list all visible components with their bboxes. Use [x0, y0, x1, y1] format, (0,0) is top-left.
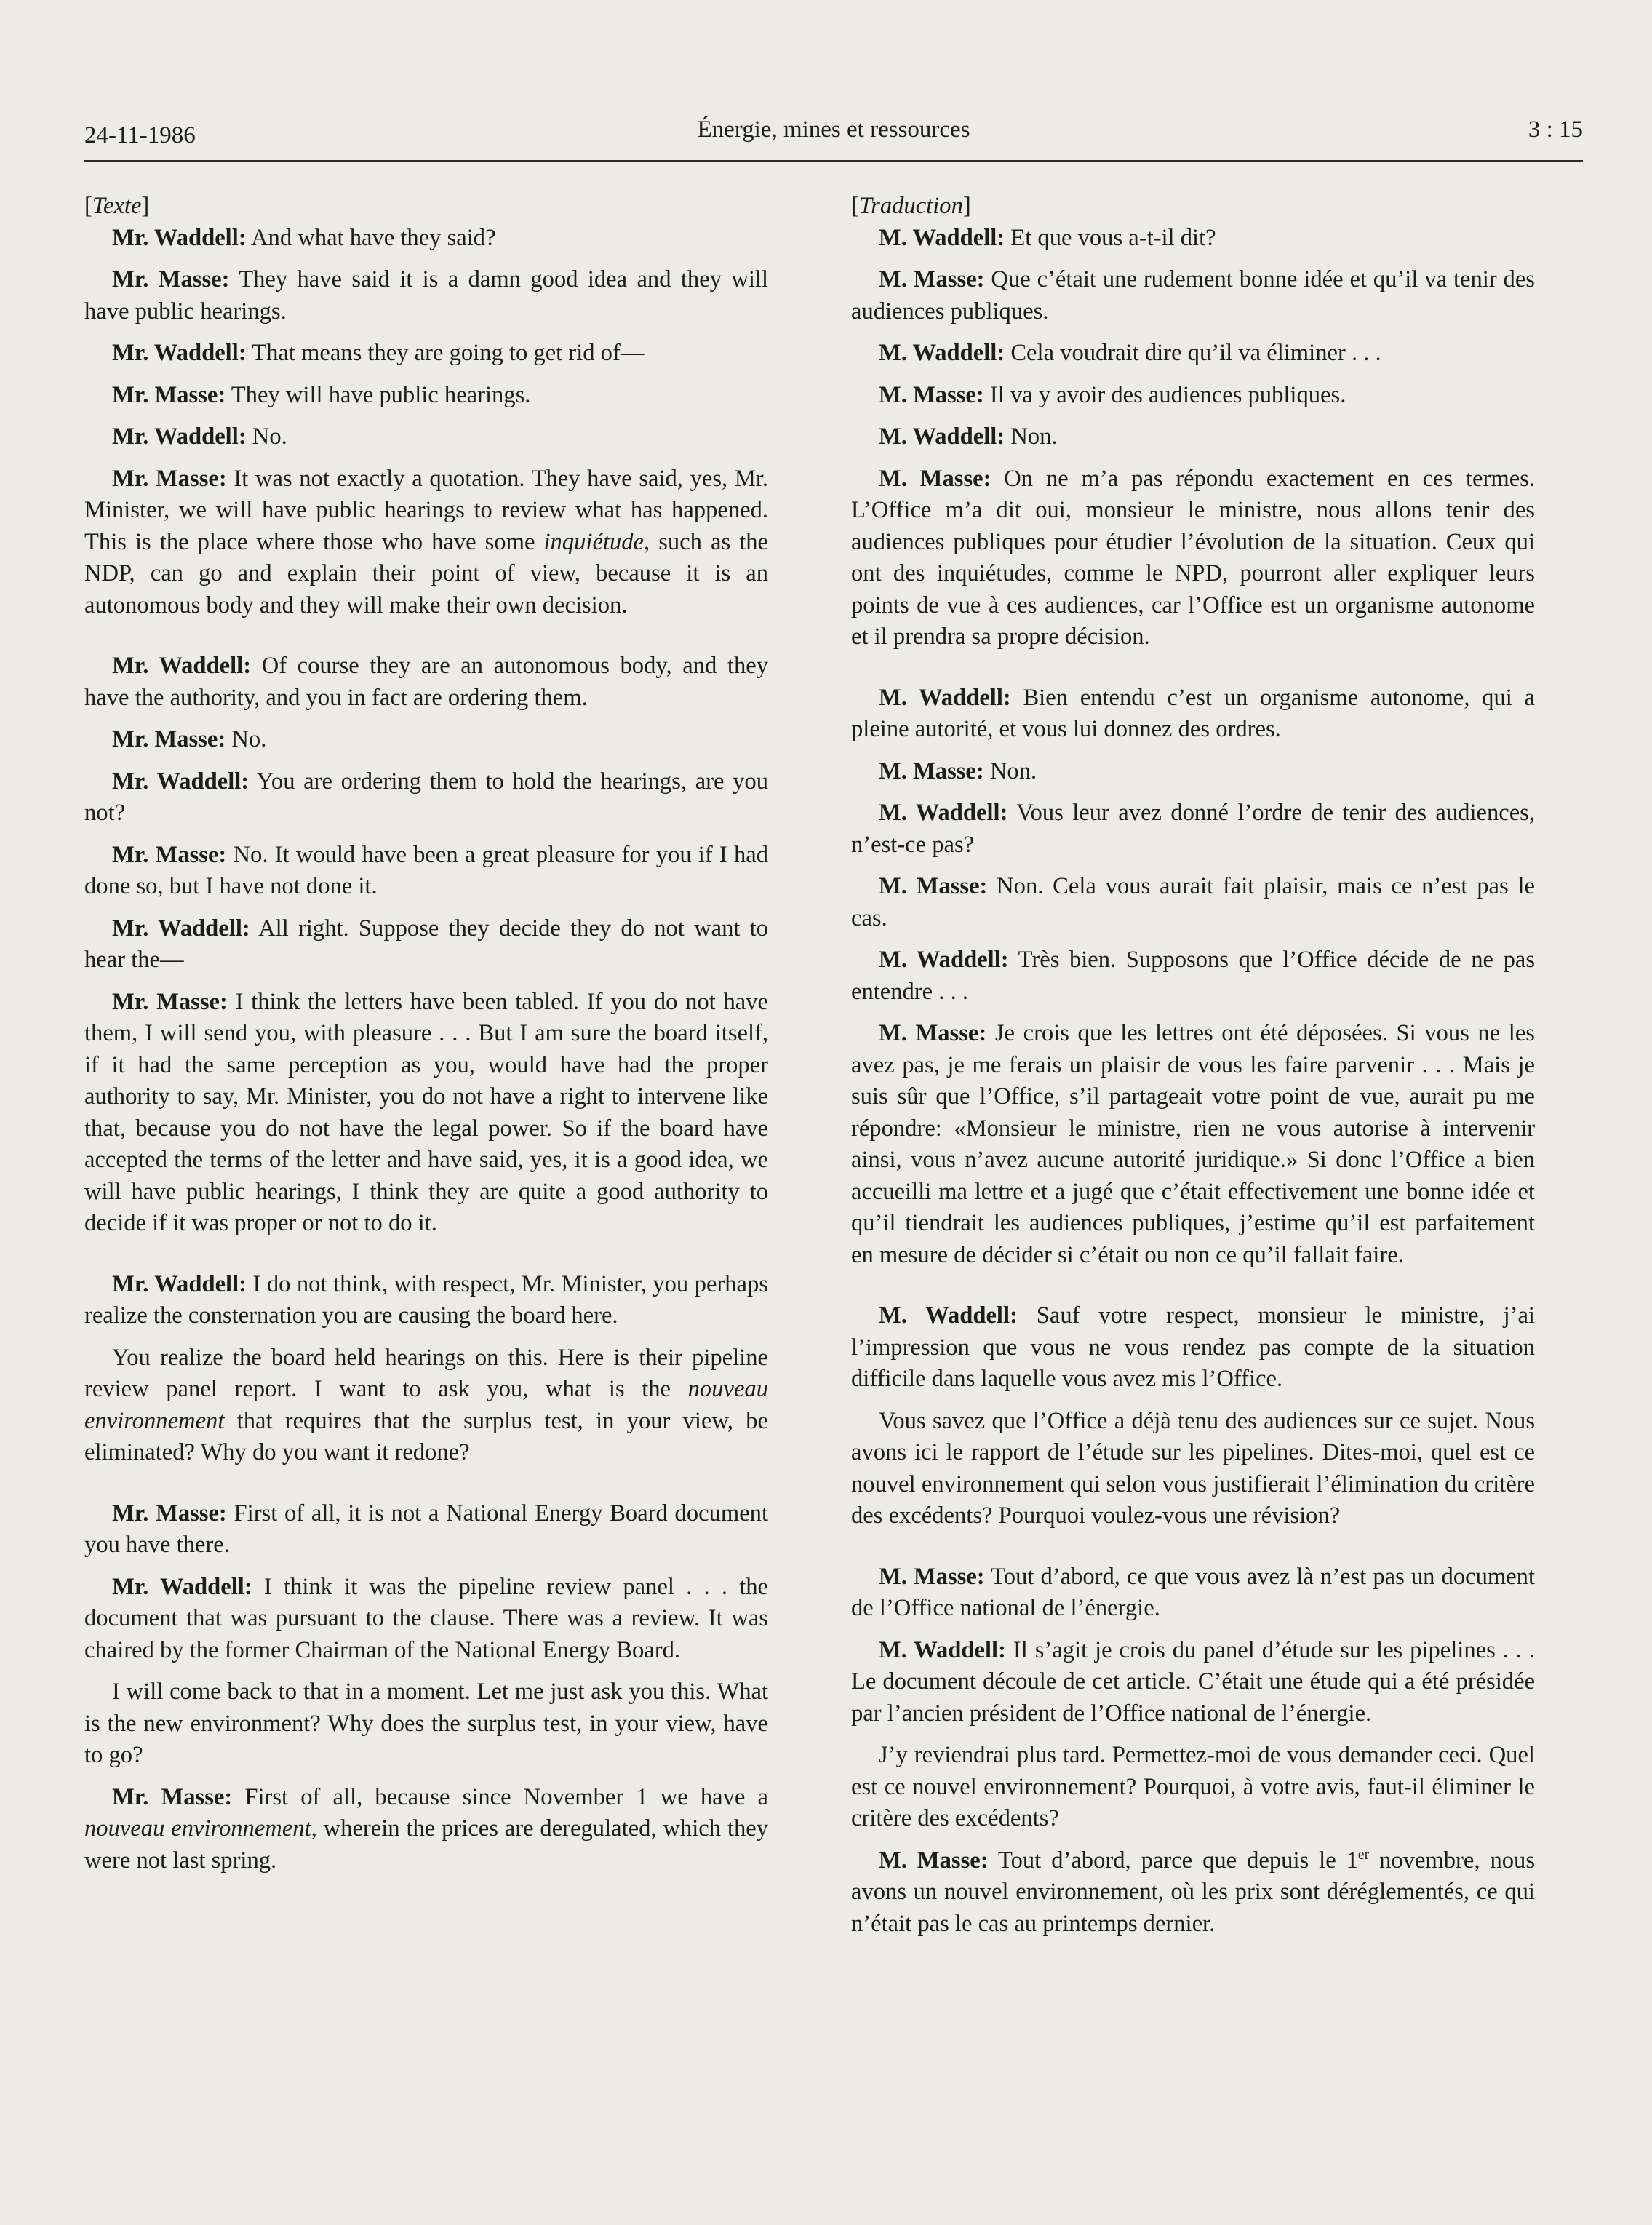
section-label: [Texte]: [84, 193, 150, 219]
transcript-paragraph: [851, 1845, 1535, 1941]
section-label-text: Traduction: [858, 193, 963, 219]
speech-text: J’y reviendrai plus tard. Permettez-moi de vous demander ceci. Quel est ce nouvel environnement? Pourquoi, à votre avis, faut-il éliminer le critère des excédents?: [851, 1742, 1535, 1831]
speech-text: that requires that the surplus test, in your view, be eliminated? Why do you want it redone?: [84, 1407, 768, 1465]
speaker-name: M. Masse:: [879, 465, 991, 492]
transcript-paragraph: [851, 338, 1535, 370]
speech-text: I do not think, with respect, Mr. Minister, you perhaps realize the consternation you are causing the board here.: [84, 1270, 768, 1329]
speech-text: No.: [231, 726, 267, 752]
speech-text: Of course they are an autonomous body, and they have the authority, and you in fact are ordering them.: [84, 653, 768, 711]
speech-text: I think it was the pipeline review panel . . . the document that was pursuant to the clause. There was a review. It was chaired by the former Chairman of the National Energy Board.: [84, 1573, 768, 1663]
speech-text: All right. Suppose they decide they do not want to hear the—: [84, 915, 768, 973]
speech-text: , such as the NDP, can go and explain their point of view, because it is an autonomous body and they will make their own decision.: [84, 528, 768, 618]
speech-text: Tout d’abord, ce que vous avez là n’est pas un document de l’Office national de l’énergie.: [851, 1563, 1536, 1621]
page-header: [84, 116, 1583, 162]
transcript-paragraph: [84, 1269, 768, 1332]
transcript-paragraph: [851, 944, 1535, 1008]
speaker-name: M. Masse:: [879, 757, 984, 784]
speaker-name: Mr. Waddell:: [112, 340, 247, 366]
transcript-paragraph: [84, 766, 768, 829]
transcript-paragraph: [851, 463, 1535, 653]
transcript-paragraph: [851, 1300, 1535, 1396]
speech-text: Non. Cela vous aurait fait plaisir, mais ce n’est pas le cas.: [851, 873, 1535, 931]
french-column: [851, 191, 1535, 1950]
speech-text: Je crois que les lettres ont été déposées. Si vous ne les avez pas, je me ferais un plaisir de vous les faire parvenir . . . Mais je suis sûr que l’Office, s’il partageait votre point de vue, aurait pu me répondre: «Monsieur le ministre, rien ne vous autorise à intervenir ainsi, vous n’avez aucune autorité juridique.» Si donc l’Office a bien accueilli ma lettre et a jugé que c’était effectivement une bonne idée et qu’il tiendrait les audiences publiques, j’estime qu’il est parfaitement en mesure de décider si c’était ou non ce qu’il fallait faire.: [851, 1020, 1535, 1268]
speech-text: Non.: [1010, 423, 1058, 450]
speech-text: No.: [252, 423, 287, 450]
speaker-name: Mr. Masse:: [112, 266, 230, 292]
speech-text: Tout d’abord, parce que depuis le 1: [997, 1847, 1358, 1874]
english-column: [84, 191, 768, 1887]
section-label-text: Texte: [92, 193, 142, 219]
speaker-name: Mr. Masse:: [112, 988, 228, 1015]
speaker-name: Mr. Masse:: [112, 1500, 227, 1527]
speech-text: Que c’était une rudement bonne idée et qu’il va tenir des audiences publiques.: [851, 266, 1535, 325]
transcript-paragraph: [84, 338, 768, 370]
speech-text: They will have public hearings.: [231, 381, 531, 408]
page-number: 3 : 15: [1528, 116, 1583, 143]
speech-text: No. It would have been a great pleasure for you if I had done so, but I have not done it.: [84, 841, 769, 899]
transcript-paragraph: [851, 682, 1535, 746]
speaker-name: M. Waddell:: [879, 947, 1009, 973]
transcript-paragraph: [851, 756, 1535, 788]
speech-text: On ne m’a pas répondu exactement en ces termes. L’Office m’a dit oui, monsieur le ministre, nous allons tenir des audiences publiques pour étudier l’évolution de la situation. Ceux qui ont des inquiétudes, comme le NPD, pourront aller expliquer leurs points de vue à ces audiences, car l’Office est un organisme autonome et il prendra sa propre décision.: [851, 465, 1535, 650]
transcript-paragraph: [851, 871, 1535, 934]
transcript-paragraph: [84, 1342, 768, 1469]
emphasized-term: nouveau environnement: [84, 1815, 311, 1842]
transcript-paragraph: [84, 463, 768, 622]
transcript-paragraph: [84, 840, 768, 903]
header-title: Énergie, mines et ressources: [697, 116, 970, 143]
transcript-paragraph: [851, 1635, 1535, 1730]
speaker-name: M. Waddell:: [879, 1302, 1018, 1329]
transcript-paragraph: [851, 1561, 1535, 1625]
transcript-paragraph: [851, 223, 1535, 255]
speaker-name: Mr. Masse:: [112, 381, 226, 408]
speech-text: I will come back to that in a moment. Let me just ask you this. What is the new environment? Why does the surplus test, in your view, have to go?: [84, 1679, 768, 1768]
speaker-name: M. Masse:: [879, 1020, 987, 1046]
transcript-paragraph: [84, 223, 768, 255]
transcript-paragraph: [84, 421, 768, 453]
transcript-paragraph: [851, 1740, 1535, 1835]
transcript-paragraph: [851, 1018, 1535, 1271]
speech-text: You realize the board held hearings on this. Here is their pipeline review panel report. I want to ask you, what is the: [84, 1344, 768, 1402]
speaker-name: Mr. Waddell:: [112, 1573, 252, 1600]
speech-text: Sauf votre respect, monsieur le ministre, j’ai l’impression que vous ne vous rendez pas compte de la situation difficile dans laquelle vous avez mis l’Office.: [851, 1302, 1535, 1392]
transcript-paragraph: [851, 380, 1535, 412]
speech-text: , wherein the prices are deregulated, which they were not last spring.: [84, 1815, 768, 1874]
speech-text: Cela voudrait dire qu’il va éliminer . . .: [1010, 340, 1381, 366]
speech-text: Non.: [989, 757, 1037, 784]
speaker-name: M. Waddell:: [879, 224, 1005, 251]
ordinal-suffix: er: [1357, 1847, 1370, 1863]
section-label: [Traduction]: [851, 193, 971, 219]
speech-text: novembre, nous avons un nouvel environnement, où les prix sont déréglementés, ce qui n’était pas le cas au printemps dernier.: [851, 1847, 1536, 1937]
transcript-paragraph: [84, 264, 768, 327]
speech-text: And what have they said?: [251, 224, 496, 251]
speech-text: You are ordering them to hold the hearings, are you not?: [84, 768, 769, 826]
speaker-name: M. Masse:: [879, 266, 985, 292]
speaker-name: Mr. Waddell:: [112, 423, 247, 450]
speech-text: That means they are going to get rid of—: [252, 340, 645, 366]
transcript-paragraph: [84, 650, 768, 714]
emphasized-term: inquiétude: [543, 528, 644, 555]
transcript-paragraph: [84, 724, 768, 756]
speaker-name: M. Waddell:: [879, 800, 1008, 826]
speech-text: Et que vous a-t-il dit?: [1010, 224, 1216, 251]
speaker-name: M. Waddell:: [879, 340, 1005, 366]
speaker-name: M. Masse:: [879, 873, 988, 899]
speaker-name: Mr. Waddell:: [112, 915, 250, 942]
speech-text: It was not exactly a quotation. They have said, yes, Mr. Minister, we will have public hearings to review what has happened. This is the place where those who have some: [84, 465, 768, 555]
transcript-paragraph: [84, 1498, 768, 1561]
transcript-paragraph: [84, 380, 768, 412]
emphasized-term: nouveau environnement: [84, 1376, 768, 1434]
speaker-name: Mr. Waddell:: [112, 768, 250, 795]
speech-text: Vous savez que l’Office a déjà tenu des audiences sur ce sujet. Nous avons ici le rapport de l’étude sur les pipelines. Dites-moi, quel est ce nouvel environnement qui selon vous justifierait l’élimination du critère des excédents? Pourquoi voulez-vous une révision?: [851, 1407, 1535, 1529]
transcript-paragraph: [851, 1406, 1535, 1532]
speaker-name: M. Waddell:: [879, 423, 1005, 450]
transcript-paragraph: [851, 421, 1535, 453]
speaker-name: M. Masse:: [879, 381, 984, 408]
transcript-paragraph: [84, 1782, 768, 1877]
speech-text: Il s’agit je crois du panel d’étude sur les pipelines . . . Le document découle de cet article. C’était une étude qui a été présidée par l’ancien président de l’Office national de l’énergie.: [851, 1636, 1535, 1727]
transcript-paragraph: [84, 913, 768, 976]
transcript-paragraph: [84, 1676, 768, 1772]
speaker-name: Mr. Masse:: [112, 465, 227, 492]
speech-text: Bien entendu c’est un organisme autonome, qui a pleine autorité, et vous lui donnez des ordres.: [851, 684, 1535, 742]
speech-text: Très bien. Supposons que l’Office décide de ne pas entendre . . .: [851, 947, 1535, 1005]
speaker-name: M. Masse:: [879, 1563, 985, 1590]
speech-text: I think the letters have been tabled. If you do not have them, I will send you, with pleasure . . . But I am sure the board itself, if it had the same perception as you, would have had the proper authority to say, Mr. Minister, you do not have a right to intervene like that, because you do not have the legal power. So if the board have accepted the terms of the letter and have said, yes, it is a good idea, we will have public hearings, I think they are quite a good authority to decide if it was proper or not to do it.: [84, 988, 768, 1236]
speaker-name: Mr. Waddell:: [112, 653, 252, 679]
transcript-paragraph: [84, 987, 768, 1240]
speaker-name: M. Waddell:: [879, 684, 1011, 711]
transcript-paragraph: [851, 797, 1535, 861]
speaker-name: Mr. Waddell:: [112, 224, 247, 251]
speaker-name: Mr. Waddell:: [112, 1270, 247, 1297]
speech-text: First of all, it is not a National Energy Board document you have there.: [84, 1500, 768, 1558]
speaker-name: M. Masse:: [879, 1847, 989, 1874]
speaker-name: M. Waddell:: [879, 1636, 1006, 1663]
speaker-name: Mr. Masse:: [112, 1783, 233, 1810]
speaker-name: Mr. Masse:: [112, 726, 226, 752]
header-date: 24-11-1986: [84, 122, 196, 148]
transcript-paragraph: [84, 1572, 768, 1667]
speech-text: First of all, because since November 1 we have a: [244, 1783, 768, 1810]
speaker-name: Mr. Masse:: [112, 841, 227, 868]
speech-text: Il va y avoir des audiences publiques.: [989, 381, 1346, 408]
speech-text: They have said it is a damn good idea and they will have public hearings.: [84, 266, 768, 325]
speech-text: Vous leur avez donné l’ordre de tenir des audiences, n’est-ce pas?: [851, 800, 1535, 858]
transcript-paragraph: [851, 264, 1535, 327]
